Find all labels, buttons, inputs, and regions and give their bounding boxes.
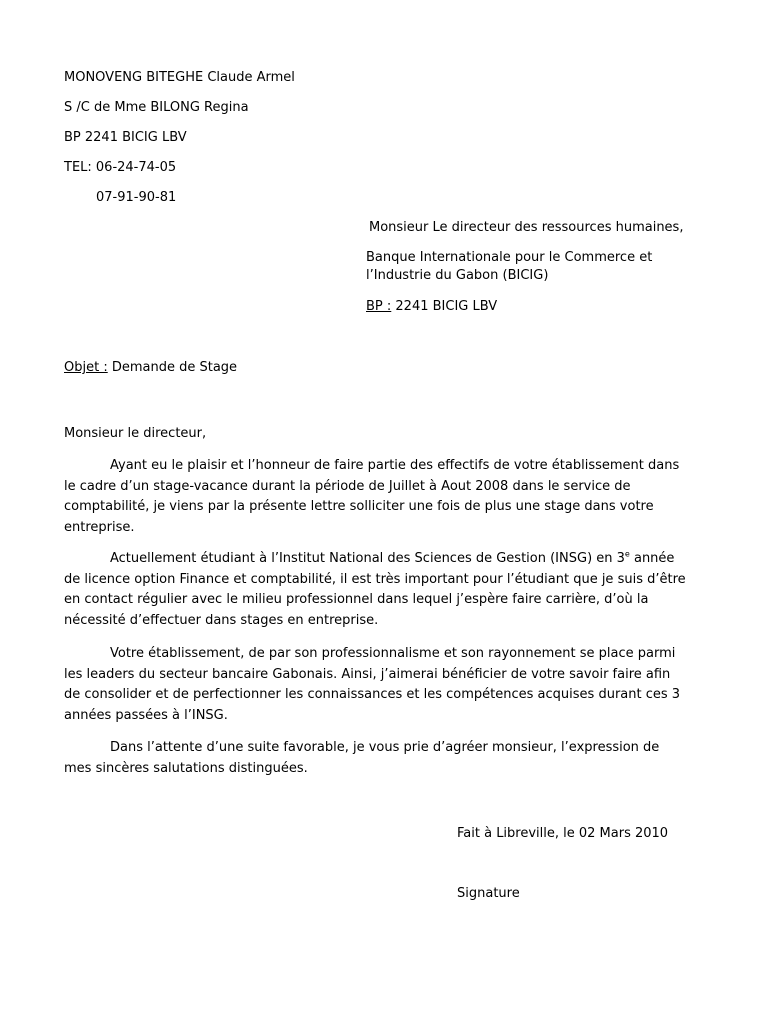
subject-label: Objet : [64,360,108,375]
closing-place-date: Fait à Libreville, le 02 Mars 2010 [457,826,669,841]
paragraph-3-text: Votre établissement, de par son professionnalisme et son rayonnement se place parmi les leaders du secteur bancaire Gabonais. Ainsi, j’aimerai bénéficier de votre savoir faire afin de consolider et de perfectionner les connaissances et les compétences acquises durant ces 3 années passées à l’INSG. [64,646,681,724]
paragraph-2-text-end: année de licence option Finance et comptabilité, il est très important pour l’étudiant que je suis d’être en contact régulier avec le milieu professionnel dans lequel j’espère faire carrière, d’où la nécessité d’effectuer dans stages en entreprise. [64,551,686,629]
paragraph-4 [64,738,686,779]
paragraph-1 [64,456,686,539]
subject-value: Demande de Stage [107,360,238,375]
paragraph-2-text-start: Actuellement étudiant à l’Institut National des Sciences de Gestion (INSG) en 3 [110,551,625,566]
recipient-bp-value: 2241 BICIG LBV [391,299,498,314]
sender-name: MONOVENG BITEGHE Claude Armel [64,70,295,85]
recipient-bp-label: BP : [366,299,392,314]
recipient-bp [366,297,497,317]
paragraph-3 [64,644,686,727]
paragraph-4-text: Dans l’attente d’une suite favorable, je vous prie d’agréer monsieur, l’expression de mes sincères salutations distinguées. [64,740,660,776]
sender-tel-second: 07-91-90-81 [96,190,177,205]
recipient-bank-line2: l’Industrie du Gabon (BICIG) [366,268,549,283]
paragraph-2-superscript: e [624,549,630,559]
paragraph-2 [64,549,686,632]
sender-care-of: S /C de Mme BILONG Regina [64,100,249,115]
sender-po-box: BP 2241 BICIG LBV [64,130,187,145]
sender-tel: TEL: 06-24-74-05 [64,160,177,175]
recipient-title: Monsieur Le directeur des ressources humaines, [369,220,684,235]
closing-signature: Signature [457,886,520,901]
recipient-bank-line1: Banque Internationale pour le Commerce et [366,250,653,265]
paragraph-1-text: Ayant eu le plaisir et l’honneur de faire partie des effectifs de votre établissement dans le cadre d’un stage-vacance durant la période de Juillet à Aout 2008 dans le service de comptabilité, je viens par la présente lettre solliciter une fois de plus une stage dans votre entreprise. [64,458,680,536]
subject-line [64,358,237,378]
salutation: Monsieur le directeur, [64,426,207,441]
